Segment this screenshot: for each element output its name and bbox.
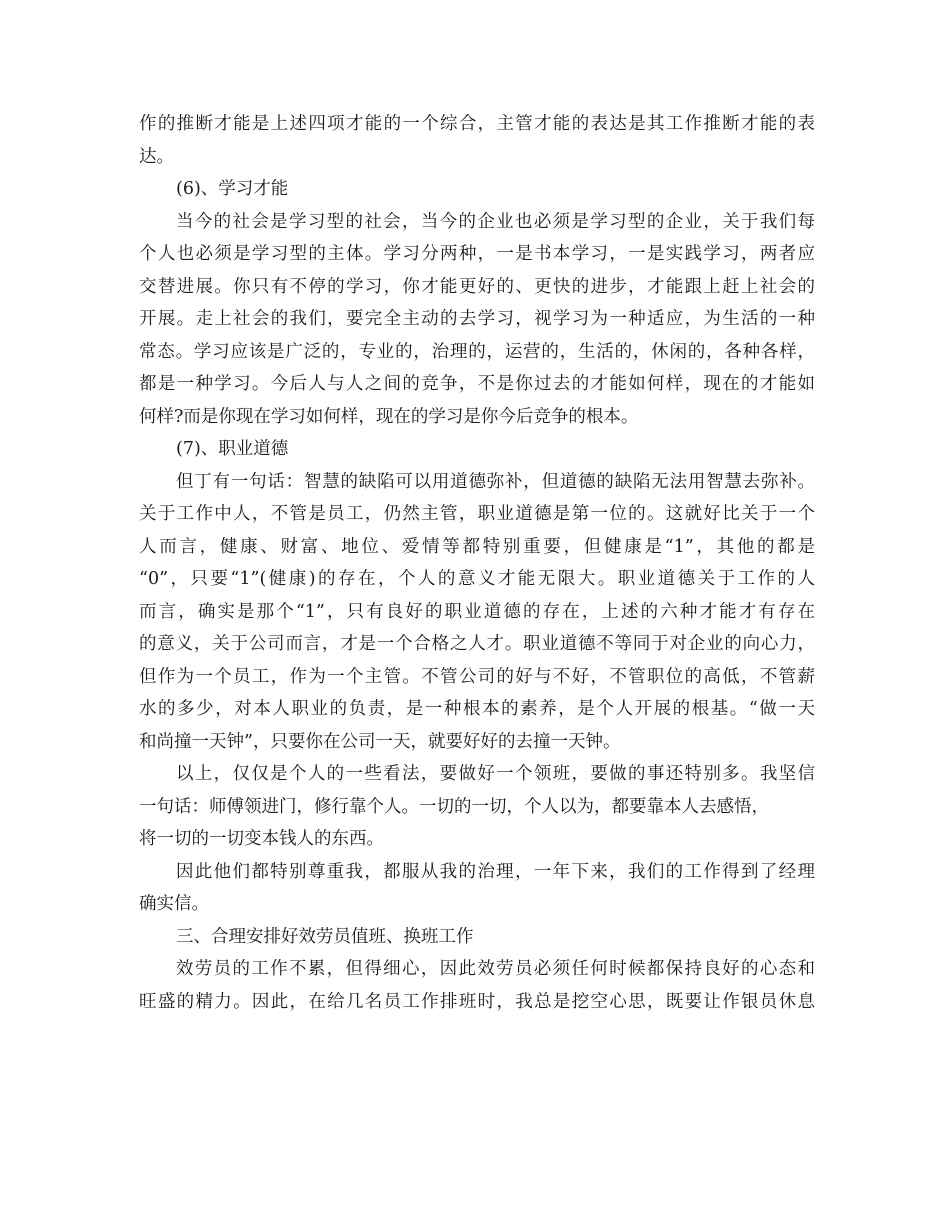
- text-line: 而言，确实是那个“1”，只有良好的职业道德的存在，上述的六种才能才有存在: [139, 601, 815, 622]
- text-line: 水的多少，对本人职业的负责，是一种根本的素养，是个人开展的根基。“做一天: [139, 699, 815, 719]
- text-line: 何样?而是你现在学习如何样，现在的学习是你今后竞争的根本。: [139, 406, 639, 427]
- text-line: 但丁有一句话：智慧的缺陷可以用道德弥补，但道德的缺陷无法用智慧去弥补。: [176, 471, 815, 492]
- text-line: 将一切的一切变本钱人的东西。: [139, 829, 384, 849]
- text-line: 确实信。: [139, 894, 209, 914]
- text-line: 和尚撞一天钟”，只要你在公司一天，就要好好的去撞一天钟。: [139, 731, 621, 752]
- text-line: 三、合理安排好效劳员值班、换班工作: [176, 926, 474, 947]
- text-line: 作的推断才能是上述四项才能的一个综合，主管才能的表达是其工作推断才能的表: [139, 114, 815, 134]
- text-line: (6)、学习才能: [176, 179, 289, 199]
- text-line: “0”，只要“1”(健康)的存在，个人的意义才能无限大。职业道德关于工作的人: [139, 569, 815, 589]
- text-line: 旺盛的精力。因此，在给几名员工作排班时，我总是挖空心思，既要让作银员休息: [139, 991, 815, 1012]
- text-line: 因此他们都特别尊重我，都服从我的治理，一年下来，我们的工作得到了经理: [176, 861, 815, 882]
- text-line: (7)、职业道德: [176, 439, 289, 459]
- text-line: 人而言，健康、财富、地位、爱情等都特别重要，但健康是“1”，其他的都是: [139, 536, 815, 557]
- text-line: 但作为一个员工，作为一个主管。不管公司的好与不好，不管职位的高低，不管薪: [139, 666, 815, 687]
- text-line: 一句话：师傅领进门，修行靠个人。一切的一切，个人以为，都要靠本人去感悟，: [139, 796, 769, 817]
- text-line: 都是一种学习。今后人与人之间的竞争，不是你过去的才能如何样，现在的才能如: [139, 374, 815, 394]
- text-line: 效劳员的工作不累，但得细心，因此效劳员必须任何时候都保持良好的心态和: [176, 959, 815, 979]
- text-line: 个人也必须是学习型的主体。学习分两种，一是书本学习，一是实践学习，两者应: [139, 244, 815, 264]
- text-line: 的意义，关于公司而言，才是一个合格之人才。职业道德不等同于对企业的向心力，: [139, 634, 815, 654]
- text-line: 当今的社会是学习型的社会，当今的企业也必须是学习型的企业，关于我们每: [176, 211, 815, 232]
- text-line: 达。: [139, 146, 174, 167]
- text-line: 关于工作中人，不管是员工，仍然主管，职业道德是第一位的。这就好比关于一个: [139, 504, 815, 524]
- text-line: 以上，仅仅是个人的一些看法，要做好一个领班，要做的事还特别多。我坚信: [176, 764, 815, 784]
- text-line: 交替进展。你只有不停的学习，你才能更好的、更快的进步，才能跟上赶上社会的: [139, 276, 815, 297]
- body-text: [139, 108, 815, 1018]
- text-line: 常态。学习应该是广泛的，专业的，治理的，运营的，生活的，休闲的，各种各样，: [139, 341, 815, 362]
- text-line: 开展。走上社会的我们，要完全主动的去学习，视学习为一种适应，为生活的一种: [139, 309, 815, 329]
